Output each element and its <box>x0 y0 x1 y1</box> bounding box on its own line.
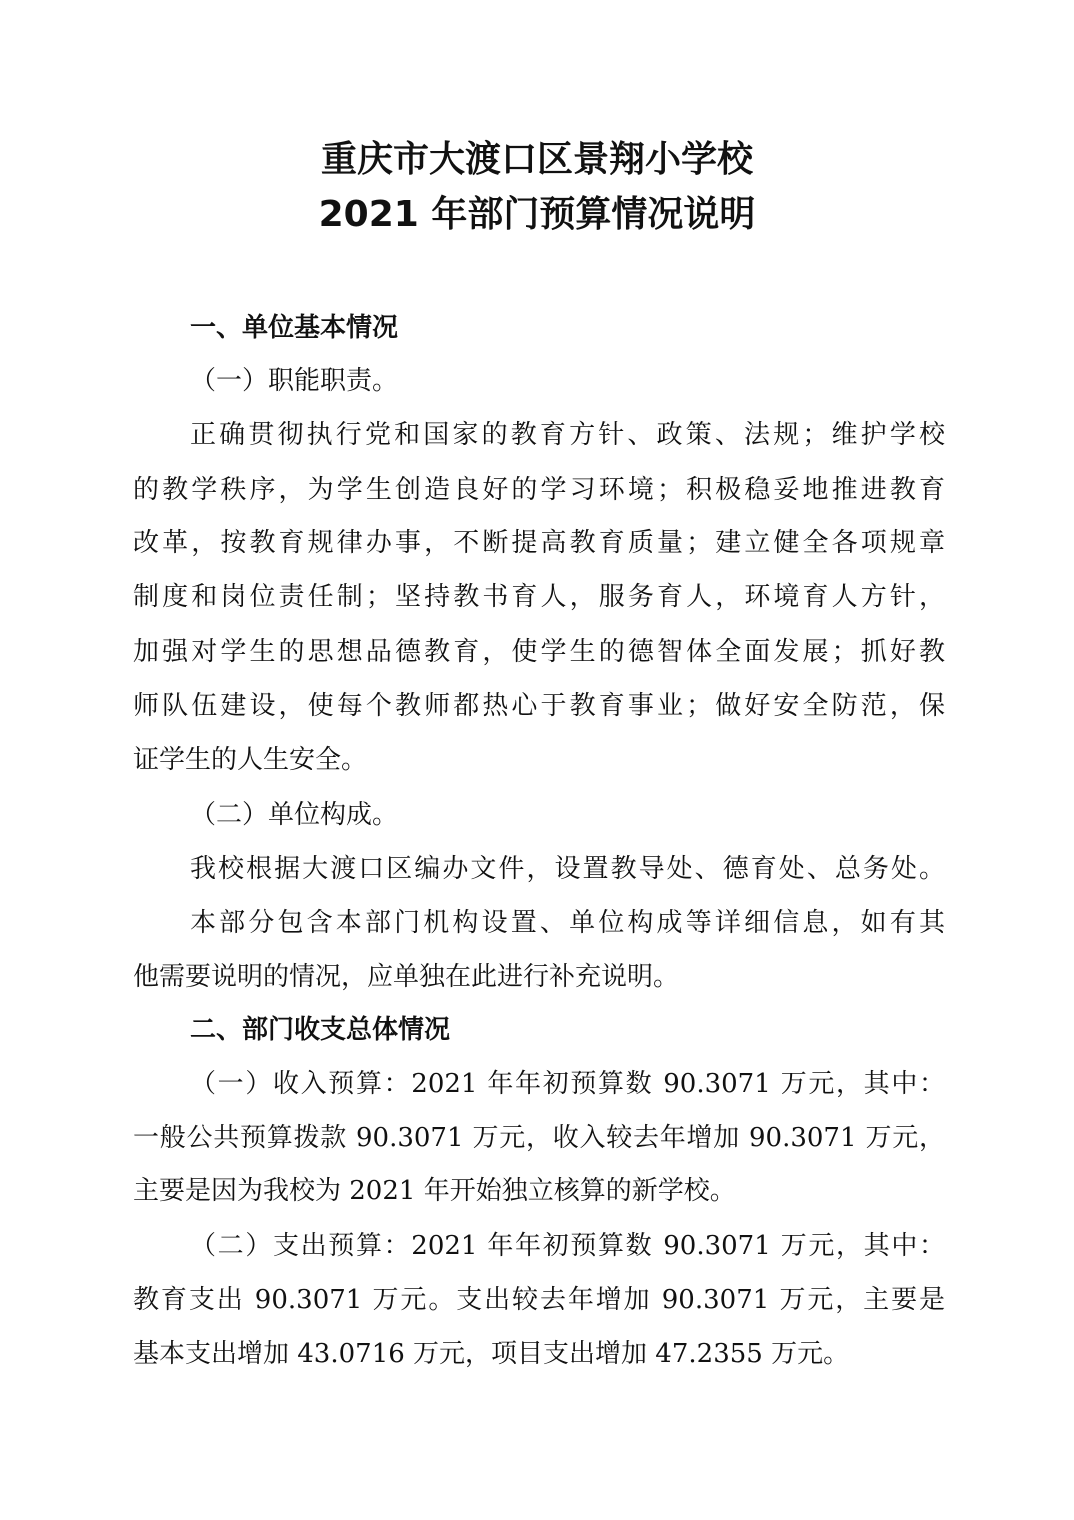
paragraph-line: 教育支出 90.3071 万元。支出较去年增加 90.3071 万元，主要是 <box>133 1285 945 1315</box>
paragraph-line: 基本支出增加 43.0716 万元，项目支出增加 47.2355 万元。 <box>133 1339 850 1369</box>
paragraph-line: 他需要说明的情况，应单独在此进行补充说明。 <box>133 962 680 992</box>
paragraph-line: 证学生的人生安全。 <box>133 745 368 775</box>
paragraph-line: 主要是因为我校为 2021 年开始独立核算的新学校。 <box>133 1176 736 1206</box>
paragraph-line: （一）职能职责。 <box>190 366 399 396</box>
paragraph-line: 师队伍建设，使每个教师都热心于教育事业；做好安全防范，保 <box>133 691 945 721</box>
section-heading: 一、单位基本情况 <box>190 313 399 343</box>
paragraph-line: （二）单位构成。 <box>190 800 399 830</box>
paragraph-line: 本部分包含本部门机构设置、单位构成等详细信息，如有其 <box>190 908 945 938</box>
document-title-line-1: 重庆市大渡口区景翔小学校 <box>320 139 753 180</box>
section-heading: 二、部门收支总体情况 <box>190 1015 451 1045</box>
paragraph-line: 我校根据大渡口区编办文件，设置教导处、德育处、总务处。 <box>190 854 945 884</box>
paragraph-line: 改革，按教育规律办事，不断提高教育质量；建立健全各项规章 <box>133 528 945 558</box>
paragraph-line: 的教学秩序，为学生创造良好的学习环境；积极稳妥地推进教育 <box>133 475 945 505</box>
paragraph-line: 加强对学生的思想品德教育，使学生的德智体全面发展；抓好教 <box>133 637 945 667</box>
paragraph-line: （一）收入预算：2021 年年初预算数 90.3071 万元，其中： <box>190 1069 945 1099</box>
paragraph-line: （二）支出预算：2021 年年初预算数 90.3071 万元，其中： <box>190 1231 945 1261</box>
document-title-line-2: 2021 年部门预算情况说明 <box>318 194 756 235</box>
paragraph-line: 一般公共预算拨款 90.3071 万元，收入较去年增加 90.3071 万元， <box>133 1123 945 1153</box>
paragraph-line: 正确贯彻执行党和国家的教育方针、政策、法规；维护学校 <box>190 420 945 450</box>
paragraph-line: 制度和岗位责任制；坚持教书育人，服务育人，环境育人方针， <box>133 582 945 612</box>
